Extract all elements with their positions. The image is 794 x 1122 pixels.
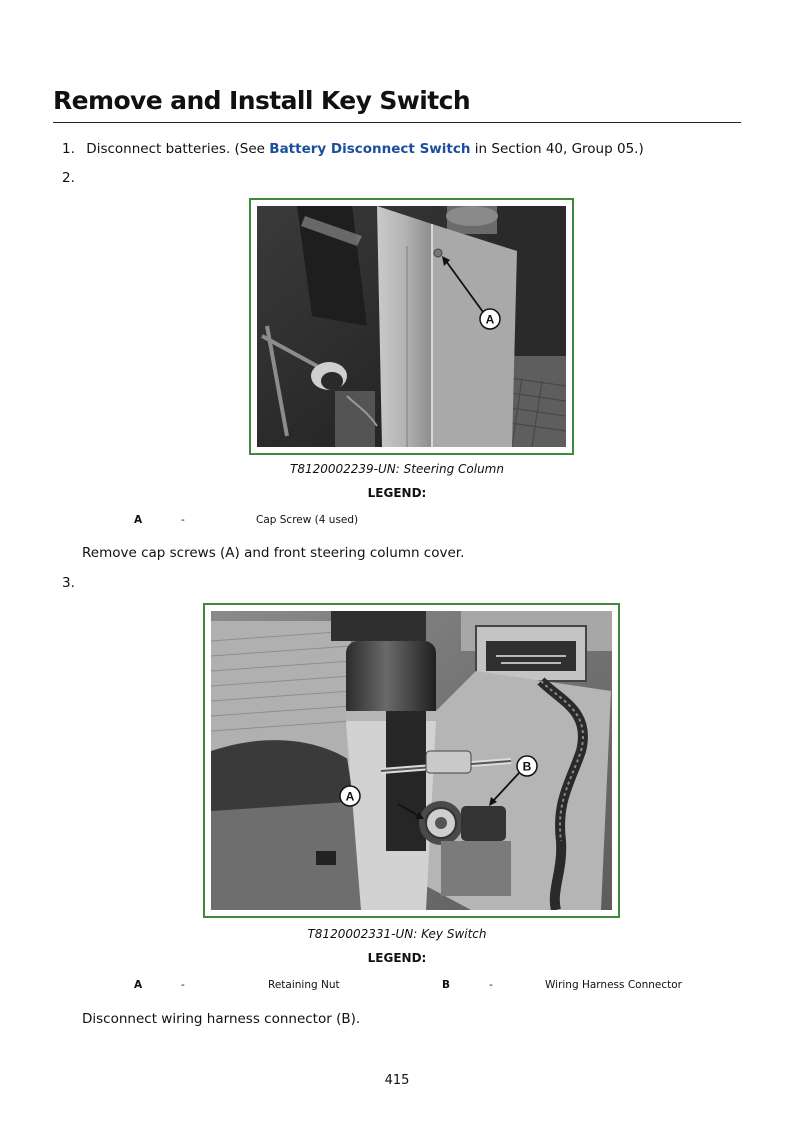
key-switch-figure — [203, 603, 620, 918]
legend-dash: - — [181, 514, 185, 526]
callout-b-label: B — [522, 759, 532, 774]
title-underline — [53, 122, 741, 123]
callout-a-label: A — [345, 789, 355, 804]
legend-key: B — [442, 979, 451, 991]
steering-column-figure — [249, 198, 574, 455]
legend-dash: - — [181, 979, 185, 991]
step-3 — [62, 575, 82, 591]
legend-value: Wiring Harness Connector — [545, 979, 682, 991]
step-1-text-pre: Disconnect batteries. (See — [86, 141, 270, 157]
step-1-text-post: in Section 40, Group 05.) — [470, 141, 644, 157]
figure-1-legend-title: LEGEND: — [367, 486, 427, 500]
legend-value: Retaining Nut — [268, 979, 340, 991]
step-number: 2. — [62, 170, 75, 186]
legend-key: A — [134, 979, 143, 991]
steering-column-photo — [257, 206, 566, 447]
key-switch-photo — [211, 611, 612, 910]
legend-dash: - — [489, 979, 493, 991]
figure-2-caption: T8120002331-UN: Key Switch — [307, 927, 487, 941]
legend-value: Cap Screw (4 used) — [256, 514, 359, 526]
figure-1-instruction: Remove cap screws (A) and front steering column cover. — [82, 545, 465, 561]
step-2 — [62, 170, 82, 186]
legend-key: A — [134, 514, 143, 526]
figure-2-instruction: Disconnect wiring harness connector (B). — [82, 1011, 361, 1027]
page-title: Remove and Install Key Switch — [53, 86, 471, 115]
battery-disconnect-switch-link[interactable]: Battery Disconnect Switch — [269, 141, 471, 157]
figure-2-legend-title: LEGEND: — [367, 951, 427, 965]
callout-a-label: A — [485, 312, 495, 327]
figure-1-caption: T8120002239-UN: Steering Column — [290, 462, 504, 476]
page-number: 415 — [384, 1073, 410, 1088]
step-number: 1. — [62, 141, 75, 157]
step-1 — [62, 141, 644, 157]
step-number: 3. — [62, 575, 75, 591]
